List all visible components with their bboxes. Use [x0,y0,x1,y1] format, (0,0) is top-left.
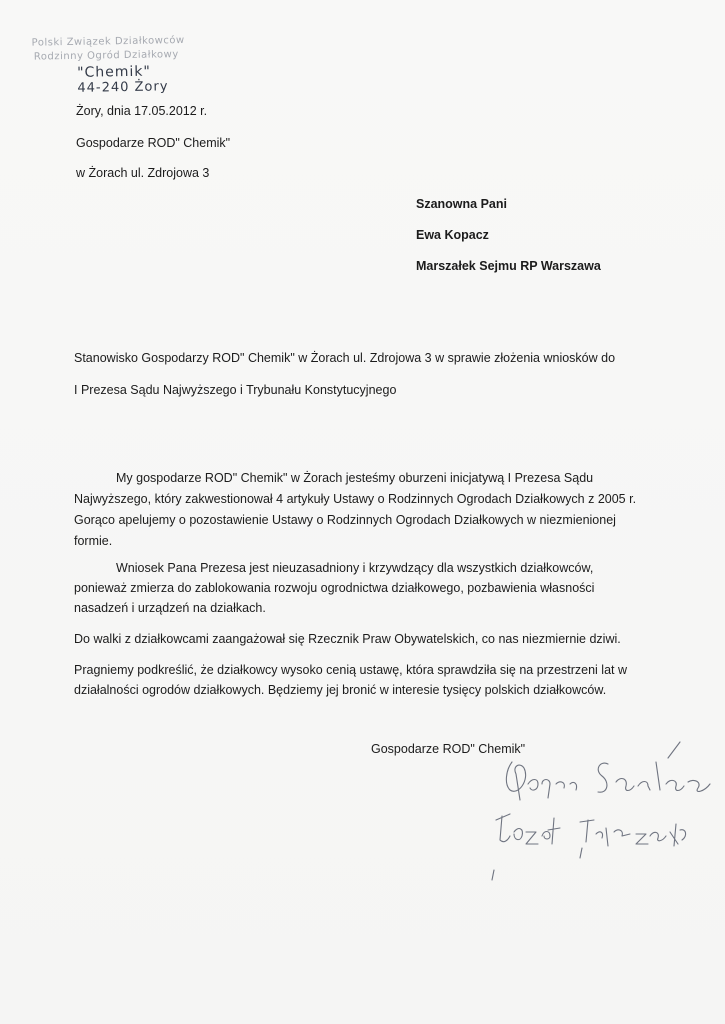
subject-line-1: Stanowisko Gospodarzy ROD" Chemik" w Żorach ul. Zdrojowa 3 w sprawie złożenia wniosków do [74,351,616,365]
body-p2-line-2: ponieważ zmierza do zablokowania rozwoju ogrodnictwa działkowego, pozbawienia własności [74,581,595,595]
stamp-line-4: 44-240 Żory [77,79,169,96]
letter-date: Żory, dnia 17.05.2012 r. [76,104,208,118]
handwritten-signature [490,740,720,890]
body-p1-line-4: formie. [74,534,113,548]
body-p1-line-2: Najwyższego, który zakwestionował 4 artykuły Ustawy o Rodzinnych Ogrodach Działkowych z 2005 r. [74,492,637,506]
stamp-line-2: Rodzinny Ogród Działkowy [33,49,179,63]
body-p2-line-1: Wniosek Pana Prezesa jest nieuzasadniony i krzywdzący dla wszystkich działkowców, [116,561,594,575]
recipient-name: Ewa Kopacz [416,228,489,242]
body-p3-line-1: Do walki z działkowcami zaangażował się Rzecznik Praw Obywatelskich, co nas niezmiernie dziwi. [74,632,621,646]
body-p2-line-3: nasadzeń i urządzeń na działkach. [74,601,266,615]
stamp-line-3: "Chemik" [77,63,152,81]
body-p4-line-1: Pragniemy podkreślić, że działkowcy wysoko cenią ustawę, która sprawdziła się na przestrzeni lat w [74,663,628,677]
closing-signoff: Gospodarze ROD" Chemik" [371,742,526,756]
sender-name: Gospodarze ROD" Chemik" [76,136,231,150]
sender-address: w Żorach ul. Zdrojowa 3 [76,166,210,180]
recipient-salutation: Szanowna Pani [416,197,507,211]
stamp-line-1: Polski Związek Działkowców [31,34,185,49]
body-p1-line-1: My gospodarze ROD" Chemik" w Żorach jesteśmy oburzeni inicjatywą I Prezesa Sądu [116,471,594,485]
body-p4-line-2: działalności ogrodów działkowych. Będziemy jej bronić w interesie tysięcy polskich działkowców. [74,683,607,697]
subject-line-2: I Prezesa Sądu Najwyższego i Trybunału Konstytucyjnego [74,383,397,397]
garden-association-stamp [31,24,222,103]
body-p1-line-3: Gorąco apelujemy o pozostawienie Ustawy o Rodzinnych Ogrodach Działkowych w niezmienionej [74,513,616,527]
recipient-title: Marszałek Sejmu RP Warszawa [416,259,601,273]
